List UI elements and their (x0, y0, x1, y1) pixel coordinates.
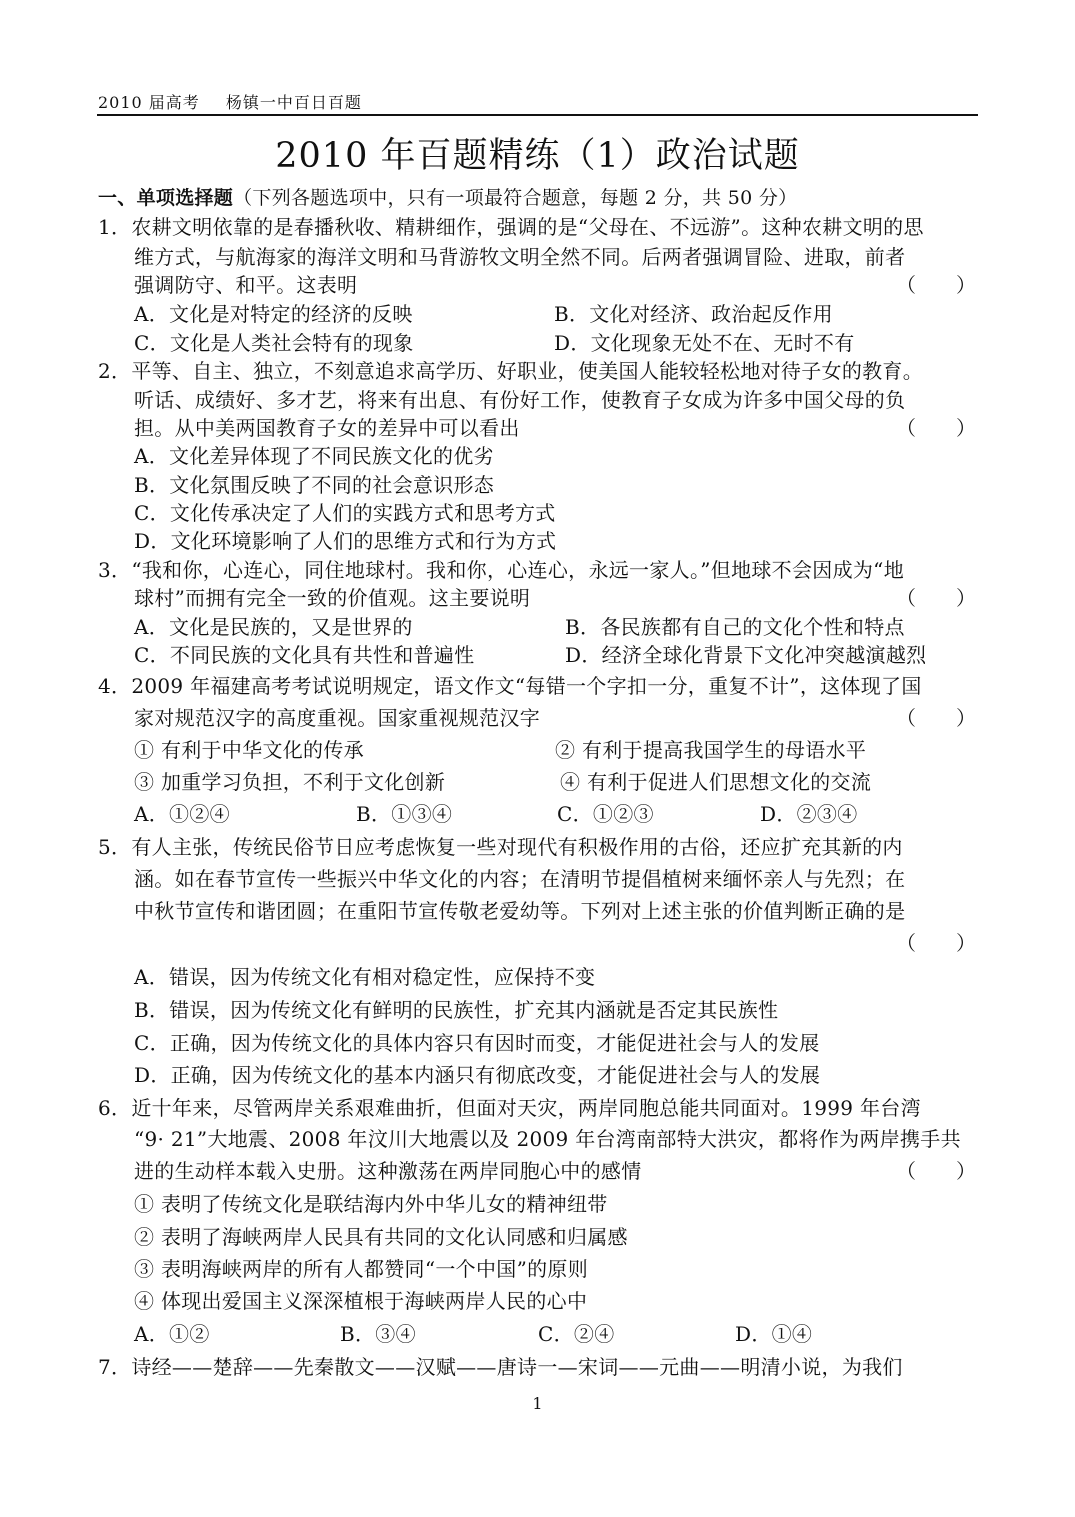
q5-stem-line: 5．有人主张，传统民俗节日应考虑恢复一些对现代有积极作用的古俗，还应扩充其新的内 (98, 835, 903, 859)
q6-option-d: D．①④ (735, 1322, 813, 1346)
q3-option-a: A．文化是民族的，又是世界的 (134, 615, 413, 639)
q1-option-a: A．文化是对特定的经济的反映 (134, 302, 413, 326)
page-number: 1 (532, 1394, 543, 1413)
q1-option-c: C．文化是人类社会特有的现象 (134, 331, 414, 355)
q6-item-1: ① 表明了传统文化是联结海内外中华儿女的精神纽带 (134, 1192, 608, 1216)
q3-option-c: C．不同民族的文化具有共性和普遍性 (134, 643, 475, 667)
q6-option-b: B．③④ (340, 1322, 416, 1346)
q7-stem-line: 7．诗经——楚辞——先秦散文——汉赋——唐诗一—宋词——元曲——明清小说，为我们 (98, 1355, 903, 1379)
page-header (98, 90, 362, 113)
q6-stem-line: 进的生动样本载入史册。这种激荡在两岸同胞心中的感情 (134, 1159, 642, 1183)
q6-option-a: A．①② (134, 1322, 210, 1346)
header-exam-year: 2010 届高考 (98, 93, 200, 112)
q4-item-3: ③ 加重学习负担，不利于文化创新 (134, 770, 446, 794)
q6-item-3: ③ 表明海峡两岸的所有人都赞同“一个中国”的原则 (134, 1257, 589, 1281)
answer-paren: （ ） (896, 586, 976, 610)
q4-item-2: ② 有利于提高我国学生的母语水平 (555, 738, 867, 762)
q4-option-d: D．②③④ (760, 802, 858, 826)
answer-paren: （ ） (896, 1159, 976, 1183)
q3-option-d: D．经济全球化背景下文化冲突越演越烈 (565, 643, 927, 667)
q1-option-b: B．文化对经济、政治起反作用 (554, 302, 833, 326)
q5-option-c: C．正确，因为传统文化的具体内容只有因时而变，才能促进社会与人的发展 (134, 1031, 820, 1055)
q5-option-a: A．错误，因为传统文化有相对稳定性，应保持不变 (134, 965, 596, 989)
q3-option-b: B．各民族都有自己的文化个性和特点 (565, 615, 905, 639)
q6-stem-line: “9· 21”大地震、2008 年汶川大地震以及 2009 年台湾南部特大洪灾，都将作为两岸携手共 (134, 1127, 961, 1151)
q5-stem-line: 涵。如在春节宣传一些振兴中华文化的内容；在清明节提倡植树来缅怀亲人与先烈；在 (134, 867, 906, 891)
answer-paren: （ ） (896, 416, 976, 440)
q4-option-c: C．①②③ (557, 802, 654, 826)
q2-stem-line: 担。从中美两国教育子女的差异中可以看出 (134, 416, 520, 440)
answer-paren: （ ） (896, 706, 976, 730)
q6-item-4: ④ 体现出爱国主义深深植根于海峡两岸人民的心中 (134, 1289, 588, 1313)
header-rule (97, 114, 978, 116)
section-instruction: （下列各题选项中，只有一项最符合题意，每题 2 分，共 50 分） (233, 187, 798, 209)
q4-stem-line: 4．2009 年福建高考考试说明规定，语文作文“每错一个字扣一分，重复不计”，这体现了国 (98, 674, 922, 698)
q2-option-d: D．文化环境影响了人们的思维方式和行为方式 (134, 529, 557, 553)
q2-option-b: B．文化氛围反映了不同的社会意识形态 (134, 473, 495, 497)
page-title: 2010 年百题精练（1）政治试题 (275, 136, 800, 176)
q4-option-b: B．①③④ (356, 802, 453, 826)
section-heading (98, 183, 797, 213)
header-school: 杨镇一中百日百题 (225, 93, 362, 112)
q2-stem-line: 2．平等、自主、独立，不刻意追求高学历、好职业，使美国人能较轻松地对待子女的教育。 (98, 359, 924, 383)
q4-option-a: A．①②④ (134, 802, 230, 826)
q6-item-2: ② 表明了海峡两岸人民具有共同的文化认同感和归属感 (134, 1225, 628, 1249)
q2-option-a: A．文化差异体现了不同民族文化的优劣 (134, 444, 494, 468)
q3-stem-line: 球村”而拥有完全一致的价值观。这主要说明 (134, 586, 531, 610)
q5-option-b: B．错误，因为传统文化有鲜明的民族性，扩充其内涵就是否定其民族性 (134, 998, 779, 1022)
q4-item-4: ④ 有利于促进人们思想文化的交流 (560, 770, 872, 794)
section-label: 一、单项选择题 (98, 187, 234, 209)
q1-stem-line: 1．农耕文明依靠的是春播秋收、精耕细作，强调的是“父母在、不远游”。这种农耕文明的思 (98, 215, 924, 239)
q2-stem-line: 听话、成绩好、多才艺，将来有出息、有份好工作，使教育子女成为许多中国父母的负 (134, 388, 906, 412)
q4-stem-line: 家对规范汉字的高度重视。国家重视规范汉字 (134, 706, 540, 730)
q6-stem-line: 6．近十年来，尽管两岸关系艰难曲折，但面对天灾，两岸同胞总能共同面对。1999 年台湾 (98, 1096, 921, 1120)
q3-stem-line: 3．“我和你，心连心，同住地球村。我和你，心连心，永远一家人。”但地球不会因成为“地 (98, 558, 904, 582)
q5-option-d: D．正确，因为传统文化的基本内涵只有彻底改变，才能促进社会与人的发展 (134, 1063, 821, 1087)
q6-option-c: C．②④ (538, 1322, 615, 1346)
answer-paren: （ ） (896, 931, 976, 955)
q1-stem-line: 强调防守、和平。这表明 (134, 273, 358, 297)
q1-option-d: D．文化现象无处不在、无时不有 (554, 331, 855, 355)
q1-stem-line: 维方式，与航海家的海洋文明和马背游牧文明全然不同。后两者强调冒险、进取，前者 (134, 245, 906, 269)
q4-item-1: ① 有利于中华文化的传承 (134, 738, 364, 762)
q2-option-c: C．文化传承决定了人们的实践方式和思考方式 (134, 501, 556, 525)
answer-paren: （ ） (896, 273, 976, 297)
q5-stem-line: 中秋节宣传和谐团圆；在重阳节宣传敬老爱幼等。下列对上述主张的价值判断正确的是 (134, 899, 906, 923)
